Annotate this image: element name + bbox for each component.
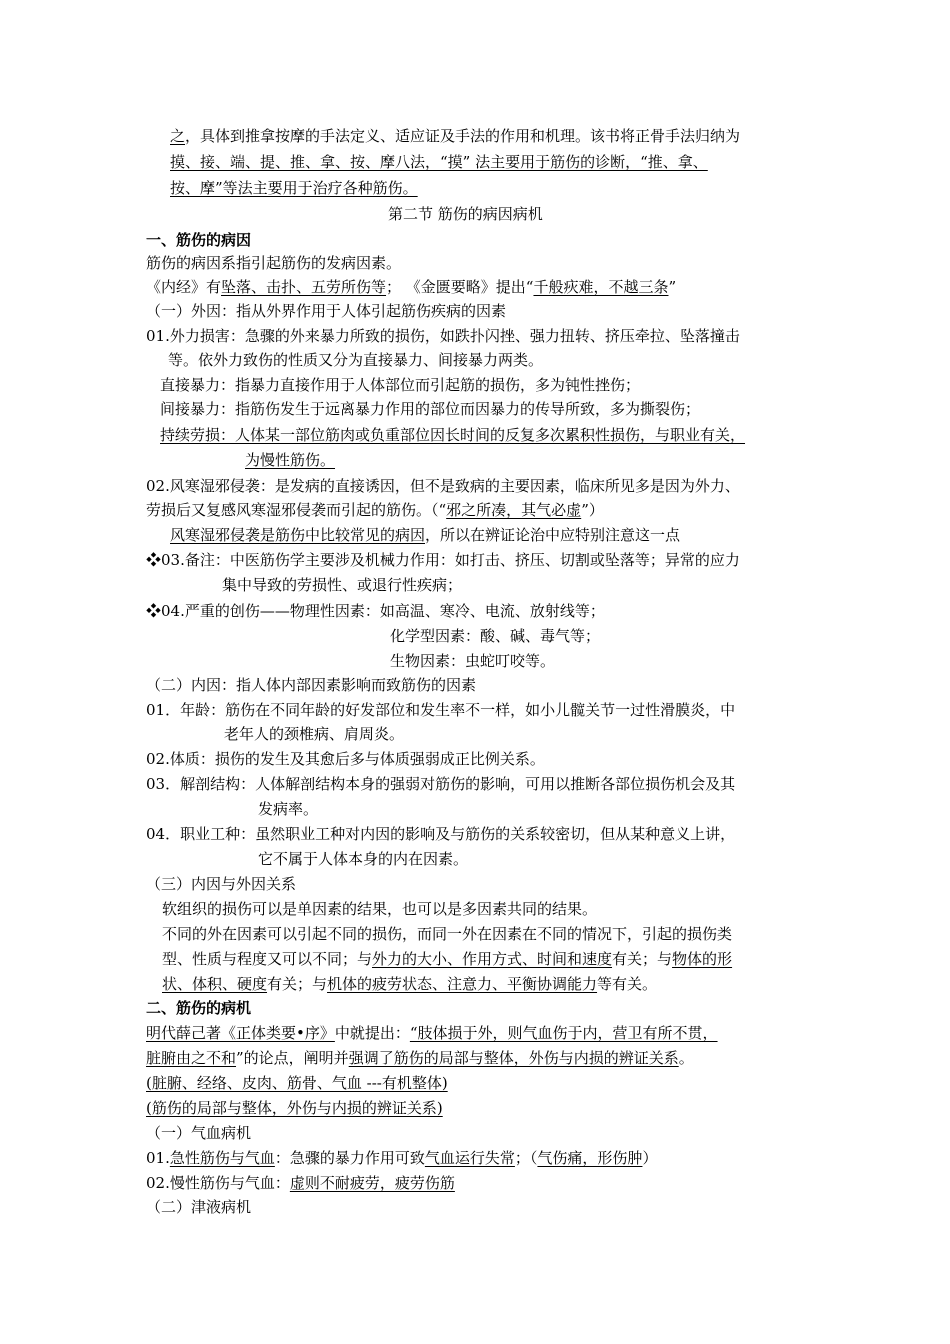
underlined-text: 外力的大小、作用方式、时间和速度 [372,950,613,968]
line-external-force: 01.外力损害：急骤的外来暴力所致的损伤，如跌扑闪挫、强力扭转、挤压牵拉、坠落撞击 [146,327,740,345]
underlined-text: “肢体损于外，则气血伤于内，营卫有所不贯， [409,1024,718,1042]
text: ） [642,1149,658,1167]
line-external-force-cont: 等。依外力致伤的性质又分为直接暴力、间接暴力两类。 [168,351,544,369]
line-occupation-cont: 它不属于人体本身的内在因素。 [258,850,469,868]
line-intro-3: 按、摩”等法主要用于治疗各种筋伤。 [170,179,418,197]
text: ”） [581,501,604,519]
text: 。 [678,1049,694,1067]
heading-causes: 一、筋伤的病因 [146,231,252,249]
line-indirect-force: 间接暴力：指筋伤发生于远离暴力作用的部位而因暴力的传导所致，多为撕裂伤； [160,400,701,418]
underlined-text: 风寒湿邪侵袭是筋伤中比较常见的病因 [170,526,426,544]
text: 有关；与 [612,950,673,968]
line-classics [146,276,676,298]
text: 型、性质与程度又可以不同；与 [162,950,373,968]
line-relation-4 [162,973,657,995]
subheading-fluid: （二）津液病机 [146,1198,252,1216]
line-remark: ❖03.备注：中医筋伤学主要涉及机械力作用：如打击、挤压、切割或坠落等；异常的应力 [146,551,740,569]
text: ” [668,278,677,296]
text: ，具体到推拿按摩的手法定义、适应证及手法的作用和机理。该书将正骨手法归纳为 [185,127,741,145]
subheading-external: （一）外因：指从外界作用于人体引起筋伤疾病的因素 [146,302,507,320]
underlined-text: 坠落、击扑、五劳所伤等 [221,278,387,296]
text: 《内经》有 [146,278,222,296]
line-direct-force: 直接暴力：指暴力直接作用于人体部位而引起筋的损伤，多为钝性挫伤； [160,376,641,394]
text: ”的论点，阐明并 [236,1049,349,1067]
line-chronic-strain: 持续劳损：人体某一部位筋肉或负重部位因长时间的反复多次累积性损伤，与职业有关， [160,426,746,444]
line-severe-trauma: ❖04.严重的创伤——物理性因素：如高温、寒冷、电流、放射线等； [146,602,605,620]
line-organic-whole: (脏腑、经络、皮肉、筋骨、气血 ---有机整体) [146,1074,448,1092]
line-age-cont: 老年人的颈椎病、肩周炎。 [224,725,405,743]
text: 有关；与 [267,975,328,993]
line-xueji-cont [146,1047,694,1069]
subheading-relation: （三）内因与外因关系 [146,875,297,893]
text: 等有关。 [597,975,658,993]
line-biological: 生物因素：虫蛇叮咬等。 [390,652,556,670]
line-chemical: 化学型因素：酸、碱、毒气等； [390,627,601,645]
line-acute [146,1147,657,1169]
line-remark-cont: 集中导致的劳损性、或退行性疾病； [222,576,463,594]
underlined-text: 千般疢难，不越三条 [533,278,669,296]
underlined-text: 机体的疲劳状态、注意力、平衡协调能力 [327,975,598,993]
line-anatomy-cont: 发病率。 [258,800,319,818]
line-chronic [146,1172,455,1194]
line-xueji [146,1022,718,1044]
line-wind-cold: 02.风寒湿邪侵袭：是发病的直接诱因，但不是致病的主要因素，临床所见多是因为外力、 [146,477,740,495]
line-chronic-strain-cont: 为慢性筋伤。 [245,451,336,469]
line-relation-1: 软组织的损伤可以是单因素的结果，也可以是多因素共同的结果。 [162,900,598,918]
text: ；（ [514,1149,538,1167]
underlined-text: 气血运行失常 [424,1149,515,1167]
underlined-text: 物体的形 [672,950,733,968]
line-definition: 筋伤的病因系指引起筋伤的发病因素。 [146,254,402,272]
subheading-internal: （二）内因：指人体内部因素影响而致筋伤的因素 [146,676,477,694]
text: 中就提出： [334,1024,410,1042]
section-title: 第二节 筋伤的病因病机 [388,205,543,223]
line-anatomy: 03．解剖结构：人体解剖结构本身的强弱对筋伤的影响，可用以推断各部位损伤机会及其 [146,775,736,793]
underlined-text: 强调了筋伤的局部与整体，外伤与内损的辨证关系 [348,1049,679,1067]
underlined-text: 之 [170,127,186,145]
heading-pathogenesis: 二、筋伤的病机 [146,999,252,1017]
line-wind-cold-cont [146,499,604,521]
underlined-text: 明代薛己著《正体类要•序》 [146,1024,335,1042]
text: ； 《金匮要略》提出“ [386,278,534,296]
text: 劳损后又复感风寒湿邪侵袭而引起的筋伤。（“ [146,501,447,519]
text: ：急骤的暴力作用可致 [274,1149,425,1167]
line-intro-1 [170,125,740,147]
underlined-text: 虚则不耐疲劳，疲劳伤筋 [289,1174,455,1192]
line-dialectic: (筋伤的局部与整体，外伤与内损的辨证关系) [146,1099,443,1117]
underlined-text: 气伤痛，形伤肿 [537,1149,643,1167]
underlined-text: 急性筋伤与气血 [169,1149,275,1167]
text: 02.慢性筋伤与气血： [146,1174,290,1192]
line-occupation: 04．职业工种：虽然职业工种对内因的影响及与筋伤的关系较密切，但从某种意义上讲， [146,825,736,843]
text: 01. [146,1149,170,1167]
line-relation-3 [162,948,732,970]
line-age: 01．年龄：筋伤在不同年龄的好发部位和发生率不一样，如小儿髋关节一过性滑膜炎，中 [146,701,736,719]
line-intro-2: 摸、接、端、提、推、拿、按、摩八法，“摸” 法主要用于筋伤的诊断，“推、拿、 [170,153,708,171]
underlined-text: 状、体积、硬度 [162,975,268,993]
line-constitution: 02.体质：损伤的发生及其愈后多与体质强弱成正比例关系。 [146,750,545,768]
text: ，所以在辨证论治中应特别注意这一点 [425,526,681,544]
line-relation-2: 不同的外在因素可以引起不同的损伤，而同一外在因素在不同的情况下，引起的损伤类 [162,925,733,943]
line-wind-cold-note [170,524,680,546]
subheading-qi-blood: （一）气血病机 [146,1124,252,1142]
underlined-text: 邪之所凑，其气必虚 [446,501,582,519]
underlined-text: 脏腑由之不和 [146,1049,237,1067]
